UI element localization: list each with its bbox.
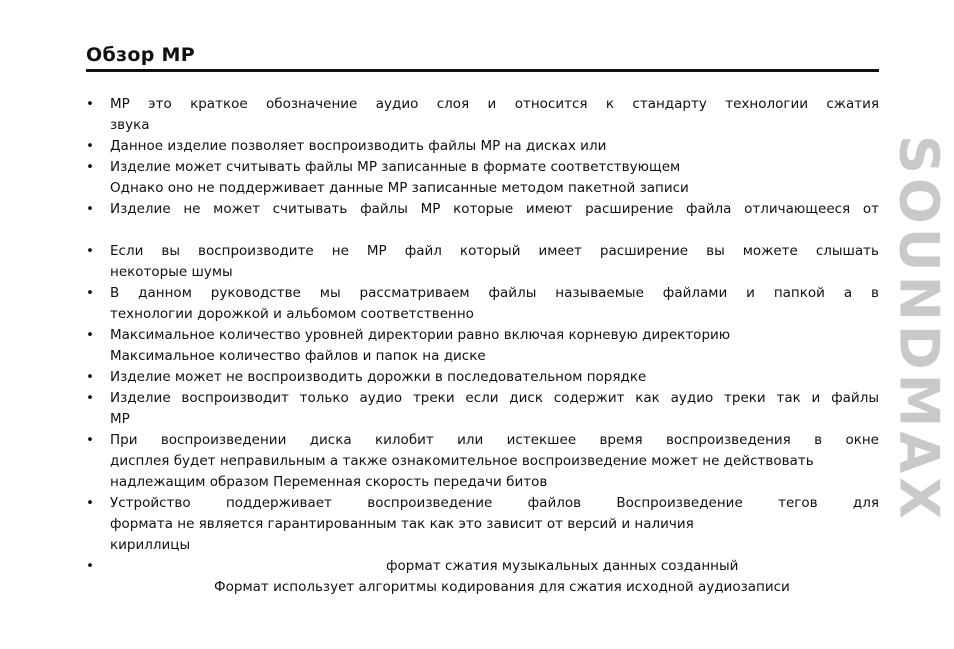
list-item [86, 388, 879, 409]
item-line: При воспроизведении диска килобит или истекшее время воспроизведения в окне [110, 432, 879, 448]
brand-wordmark: SOUNDMAX [887, 135, 951, 523]
bullet-icon: • [86, 285, 94, 301]
bullet-icon: • [86, 201, 94, 217]
list-item [86, 241, 879, 262]
list-item [86, 283, 879, 304]
item-line: Максимальное количество уровней директории равно включая корневую директорию [110, 327, 731, 343]
item-line: звука [110, 117, 150, 133]
item-line: Данное изделие позволяет воспроизводить файлы MP на дисках или [110, 138, 607, 154]
list-item [86, 199, 879, 220]
bullet-icon: • [86, 390, 94, 406]
bullet-icon: • [86, 369, 94, 385]
item-line: некоторые шумы [110, 264, 233, 280]
item-line: технологии дорожкой и альбомом соответственно [110, 306, 474, 322]
item-line: кириллицы [110, 537, 191, 553]
item-line: Изделие не может считывать файлы MP которые имеют расширение файла отличающееся от [110, 201, 879, 217]
item-line: Изделие воспроизводит только аудио треки если диск содержит как аудио треки так и файлы [110, 390, 879, 406]
item-line: Однако оно не поддерживает данные MP записанные методом пакетной записи [110, 180, 689, 196]
item-line: В данном руководстве мы рассматриваем файлы называемые файлами и папкой а в [110, 285, 879, 301]
bullet-icon: • [86, 159, 94, 175]
list-item [86, 367, 879, 388]
item-line: формата не является гарантированным так как это зависит от версий и наличия [110, 516, 694, 532]
list-item [86, 430, 879, 451]
item-line: Если вы воспроизводите не MP файл который имеет расширение вы можете слышать [110, 243, 879, 259]
title-underline [86, 69, 879, 72]
list-item [86, 157, 879, 178]
bullet-icon: • [86, 558, 94, 574]
page-title: Обзор MP [86, 44, 195, 66]
list-item [86, 556, 879, 577]
bullet-icon: • [86, 432, 94, 448]
bullet-icon: • [86, 138, 94, 154]
item-line: MP это краткое обозначение аудио слоя и относится к стандарту технологии сжатия [110, 96, 879, 112]
list-item [86, 493, 879, 514]
bullet-icon: • [86, 495, 94, 511]
bullet-list [86, 94, 879, 598]
item-line: MP [110, 411, 130, 427]
item-line: формат сжатия музыкальных данных созданный [386, 558, 739, 574]
list-item [86, 136, 879, 157]
bullet-icon: • [86, 327, 94, 343]
brand-logo [887, 54, 951, 604]
item-line: дисплея будет неправильным а также ознакомительное воспроизведение может не действовать [110, 453, 814, 469]
item-line: надлежащим образом Переменная скорость передачи битов [110, 474, 548, 490]
list-item [86, 325, 879, 346]
item-line: Максимальное количество файлов и папок на диске [110, 348, 486, 364]
blank-line [86, 220, 879, 241]
bullet-icon: • [86, 243, 94, 259]
item-line: Устройство поддерживает воспроизведение файлов Воспроизведение тегов для [110, 495, 879, 511]
item-line: Изделие может считывать файлы MP записанные в формате соответствующем [110, 159, 681, 175]
list-item [86, 94, 879, 115]
item-line: Изделие может не воспроизводить дорожки в последовательном порядке [110, 369, 647, 385]
bullet-icon: • [86, 96, 94, 112]
item-line: Формат использует алгоритмы кодирования для сжатия исходной аудиозаписи [214, 579, 790, 595]
